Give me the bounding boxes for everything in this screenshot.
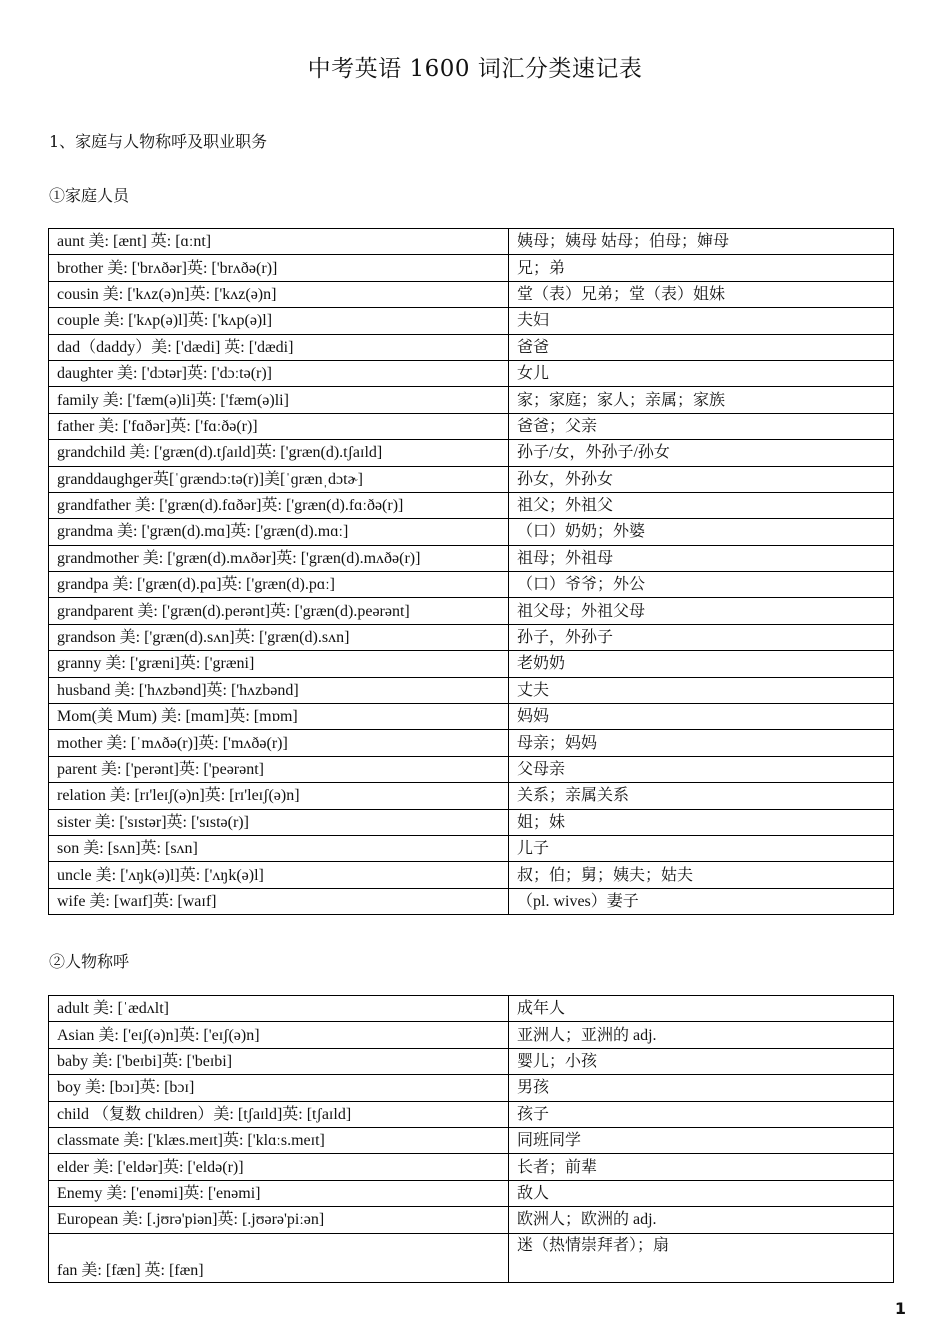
english-word-cell: uncle 美: ['ʌŋk(ə)l]英: ['ʌŋk(ə)l]: [49, 862, 509, 888]
chinese-meaning-cell: 家；家庭；家人；亲属；家族: [509, 387, 894, 413]
chinese-meaning-cell: 孙子/女，外孙子/孙女: [509, 440, 894, 466]
english-word-cell: grandmother 美: ['græn(d).mʌðər]英: ['græn(d).mʌðə(r)]: [49, 545, 509, 571]
english-word-cell: husband 美: ['hʌzbənd]英: ['hʌzbənd]: [49, 677, 509, 703]
table-row: [49, 783, 894, 809]
chinese-meaning-cell: 爸爸: [509, 334, 894, 360]
english-word-cell: wife 美: [waɪf]英: [waɪf]: [49, 888, 509, 914]
chinese-meaning-cell: 姨母；姨母 姑母；伯母；婶母: [509, 229, 894, 255]
english-word-cell: fan 美: [fæn] 英: [fæn]: [49, 1233, 509, 1282]
english-word-cell: adult 美: [ˈædʌlt]: [49, 996, 509, 1022]
table-row: [49, 1075, 894, 1101]
chinese-meaning-cell: 夫妇: [509, 308, 894, 334]
chinese-meaning-cell: 孙子，外孙子: [509, 624, 894, 650]
chinese-meaning-cell: 丈夫: [509, 677, 894, 703]
chinese-meaning-cell: （口）奶奶；外婆: [509, 519, 894, 545]
english-word-cell: dad（daddy）美: ['dædi] 英: ['dædi]: [49, 334, 509, 360]
chinese-meaning-cell: 婴儿；小孩: [509, 1048, 894, 1074]
chinese-meaning-cell: 敌人: [509, 1180, 894, 1206]
table-row: [49, 1180, 894, 1206]
chinese-meaning-cell: 迷（热情崇拜者）；扇: [509, 1233, 894, 1282]
vocab-table-persons: [48, 995, 894, 1283]
chinese-meaning-cell: 欧洲人；欧洲的 adj.: [509, 1207, 894, 1233]
english-word-cell: mother 美: [ˈmʌðə(r)]英: ['mʌðə(r)]: [49, 730, 509, 756]
chinese-meaning-cell: 祖父母；外祖父母: [509, 598, 894, 624]
table-row: [49, 1154, 894, 1180]
table-row: [49, 572, 894, 598]
chinese-meaning-cell: 堂（表）兄弟；堂（表）姐妹: [509, 281, 894, 307]
table-row: [49, 704, 894, 730]
chinese-meaning-cell: 父母亲: [509, 756, 894, 782]
table-row: [49, 888, 894, 914]
english-word-cell: Enemy 美: ['enəmi]英: ['enəmi]: [49, 1180, 509, 1206]
chinese-meaning-cell: 关系；亲属关系: [509, 783, 894, 809]
page-number: 1: [894, 1299, 906, 1318]
table-row: [49, 598, 894, 624]
table-row: [49, 677, 894, 703]
english-word-cell: brother 美: ['brʌðər]英: ['brʌðə(r)]: [49, 255, 509, 281]
english-word-cell: classmate 美: ['klæs.meɪt]英: ['klɑːs.meɪt]: [49, 1127, 509, 1153]
table-row: [49, 229, 894, 255]
chinese-meaning-cell: 母亲；妈妈: [509, 730, 894, 756]
chinese-meaning-cell: 姐；妹: [509, 809, 894, 835]
english-word-cell: family 美: ['fæm(ə)li]英: ['fæm(ə)li]: [49, 387, 509, 413]
table-row: [49, 624, 894, 650]
chinese-meaning-cell: （口）爷爷；外公: [509, 572, 894, 598]
table-row: [49, 545, 894, 571]
chinese-meaning-cell: 儿子: [509, 835, 894, 861]
chinese-meaning-cell: 祖母；外祖母: [509, 545, 894, 571]
table-row: [49, 360, 894, 386]
english-word-cell: couple 美: ['kʌp(ə)l]英: ['kʌp(ə)l]: [49, 308, 509, 334]
english-word-cell: relation 美: [rɪ'leɪʃ(ə)n]英: [rɪ'leɪʃ(ə)n]: [49, 783, 509, 809]
table-row: [49, 1048, 894, 1074]
table-row: [49, 1207, 894, 1233]
table-row: [49, 809, 894, 835]
chinese-meaning-cell: 长者；前辈: [509, 1154, 894, 1180]
table-row: [49, 440, 894, 466]
table-row: [49, 1101, 894, 1127]
chinese-meaning-cell: 成年人: [509, 996, 894, 1022]
chinese-meaning-cell: （pl. wives）妻子: [509, 888, 894, 914]
english-word-cell: grandma 美: ['græn(d).mɑ]英: ['græn(d).mɑː]: [49, 519, 509, 545]
chinese-meaning-cell: 男孩: [509, 1075, 894, 1101]
table-row: [49, 1022, 894, 1048]
table-row: [49, 413, 894, 439]
table-row: [49, 492, 894, 518]
vocab-table-family: [48, 228, 894, 915]
table-row: [49, 651, 894, 677]
table-row: [49, 466, 894, 492]
table-row: [49, 281, 894, 307]
english-word-cell: parent 美: ['perənt]英: ['peərənt]: [49, 756, 509, 782]
english-word-cell: grandparent 美: ['græn(d).perənt]英: ['græn(d).peərənt]: [49, 598, 509, 624]
english-word-cell: grandpa 美: ['græn(d).pɑ]英: ['græn(d).pɑː]: [49, 572, 509, 598]
chinese-meaning-cell: 孩子: [509, 1101, 894, 1127]
chinese-meaning-cell: 爸爸；父亲: [509, 413, 894, 439]
english-word-cell: grandfather 美: ['græn(d).fɑðər]英: ['græn(d).fɑːðə(r)]: [49, 492, 509, 518]
english-word-cell: boy 美: [bɔɪ]英: [bɔɪ]: [49, 1075, 509, 1101]
chinese-meaning-cell: 孙女，外孙女: [509, 466, 894, 492]
english-word-cell: grandson 美: ['græn(d).sʌn]英: ['græn(d).sʌn]: [49, 624, 509, 650]
english-word-cell: granny 美: ['græni]英: ['græni]: [49, 651, 509, 677]
table-row: [49, 519, 894, 545]
english-word-cell: cousin 美: ['kʌz(ə)n]英: ['kʌz(ə)n]: [49, 281, 509, 307]
english-word-cell: grandchild 美: ['græn(d).tʃaɪld]英: ['græn(d).tʃaɪld]: [49, 440, 509, 466]
subsection-family-members: ①家庭人员: [49, 186, 130, 205]
section-heading: 1、家庭与人物称呼及职业职务: [49, 132, 268, 151]
table-row: [49, 835, 894, 861]
english-word-cell: child （复数 children）美: [tʃaɪld]英: [tʃaɪld]: [49, 1101, 509, 1127]
chinese-meaning-cell: 叔；伯；舅；姨夫；姑夫: [509, 862, 894, 888]
table-row: [49, 334, 894, 360]
table-row: [49, 996, 894, 1022]
table-row: [49, 756, 894, 782]
chinese-meaning-cell: 老奶奶: [509, 651, 894, 677]
english-word-cell: aunt 美: [ænt] 英: [ɑːnt]: [49, 229, 509, 255]
english-word-cell: Mom(美 Mum) 美: [mɑm]英: [mɒm]: [49, 704, 509, 730]
english-word-cell: elder 美: ['eldər]英: ['eldə(r)]: [49, 1154, 509, 1180]
chinese-meaning-cell: 妈妈: [509, 704, 894, 730]
english-word-cell: Asian 美: ['eɪʃ(ə)n]英: ['eɪʃ(ə)n]: [49, 1022, 509, 1048]
english-word-cell: European 美: [.jʊrə'piən]英: [.jʊərə'piːən]: [49, 1207, 509, 1233]
english-word-cell: father 美: ['fɑðər]英: ['fɑːðə(r)]: [49, 413, 509, 439]
chinese-meaning-cell: 亚洲人；亚洲的 adj.: [509, 1022, 894, 1048]
chinese-meaning-cell: 兄；弟: [509, 255, 894, 281]
document-title: 中考英语 1600 词汇分类速记表: [307, 56, 643, 82]
table-row: [49, 862, 894, 888]
chinese-meaning-cell: 同班同学: [509, 1127, 894, 1153]
table-row: [49, 387, 894, 413]
table-row: [49, 1127, 894, 1153]
table-row: [49, 308, 894, 334]
table-row: [49, 1233, 894, 1282]
english-word-cell: daughter 美: ['dɔtər]英: ['dɔːtə(r)]: [49, 360, 509, 386]
english-word-cell: sister 美: ['sɪstər]英: ['sɪstə(r)]: [49, 809, 509, 835]
subsection-person-titles: ②人物称呼: [49, 952, 130, 971]
table-row: [49, 255, 894, 281]
english-word-cell: granddaughger英[ˈɡrændɔːtə(r)]美[ˈɡrænˌdɔtɚ]: [49, 466, 509, 492]
chinese-meaning-cell: 女儿: [509, 360, 894, 386]
table-row: [49, 730, 894, 756]
english-word-cell: baby 美: ['beɪbi]英: ['beɪbi]: [49, 1048, 509, 1074]
english-word-cell: son 美: [sʌn]英: [sʌn]: [49, 835, 509, 861]
chinese-meaning-cell: 祖父；外祖父: [509, 492, 894, 518]
